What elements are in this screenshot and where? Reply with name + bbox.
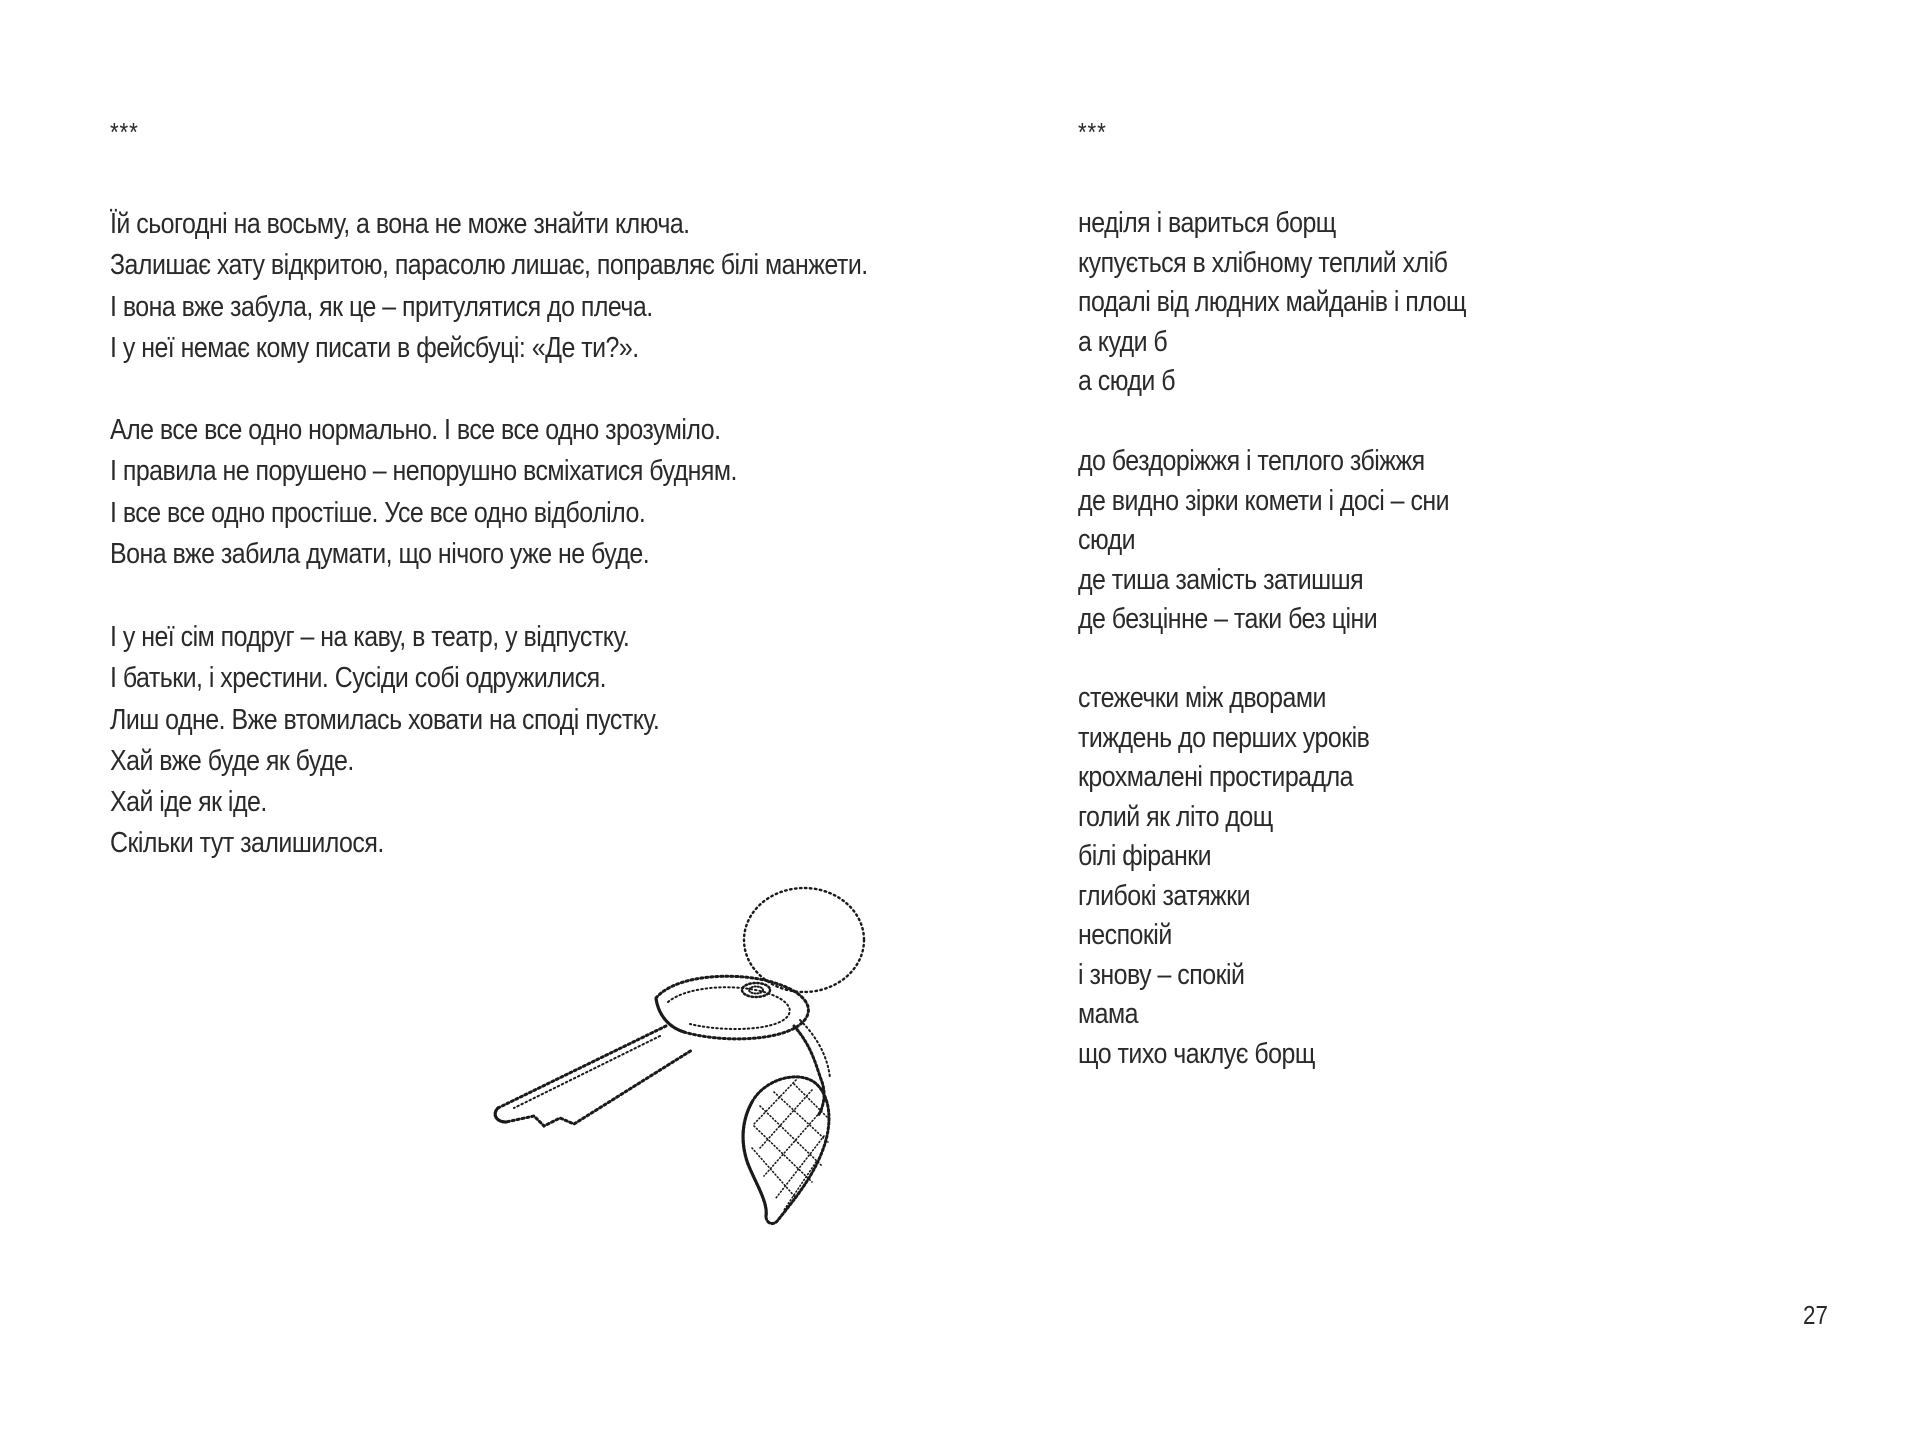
left-stanza-3 <box>110 617 659 865</box>
poem-line: Хай вже буде як буде. <box>110 744 354 777</box>
poem-line: що тихо чаклує борщ <box>1078 1037 1315 1070</box>
right-page <box>960 0 1920 1445</box>
poem-line: крохмалені простирадла <box>1078 761 1353 793</box>
poem-line: І вона вже забула, як це – притулятися до плеча. <box>110 290 653 323</box>
poem-line: неділя і вариться борщ <box>1078 207 1336 239</box>
poem-line: а сюди б <box>1078 365 1176 397</box>
poem-separator: *** <box>110 117 139 147</box>
poem-line: стежечки між дворами <box>1078 682 1326 714</box>
poem-line: Скільки тут залишилося. <box>110 827 384 860</box>
poem-line: неспокій <box>1078 919 1172 951</box>
poem-line: глибокі затяжки <box>1078 879 1251 912</box>
poem-line: Їй сьогодні на восьму, а вона не може знайти ключа. <box>110 208 690 240</box>
poem-line: І правила не порушено – непорушно всміхатися будням. <box>110 455 737 488</box>
key-illustration <box>478 880 898 1250</box>
left-poem <box>110 112 868 860</box>
poem-line: а куди б <box>1078 325 1168 358</box>
poem-line: І батьки, і хрестини. Сусіди собі одружилися. <box>110 662 607 695</box>
poem-line: де видно зірки комети і досі – сни <box>1078 484 1450 517</box>
left-stanza-2 <box>110 410 737 575</box>
poem-line: І все все одно простіше. Усе все одно відболіло. <box>110 496 646 529</box>
poem-line: подалі від людних майданів і площ <box>1078 286 1466 318</box>
poem-line: голий як літо дощ <box>1078 800 1273 833</box>
right-stanza-2 <box>1078 442 1449 640</box>
poem-line: мама <box>1078 998 1138 1030</box>
poem-line: де безцінне – таки без ціни <box>1078 603 1378 635</box>
poem-line: білі фіранки <box>1078 840 1212 872</box>
poem-line: І у неї сім подруг – на каву, в театр, у відпустку. <box>110 621 630 653</box>
right-poem <box>1078 112 1466 1070</box>
poem-line: до бездоріжжя і теплого збіжжя <box>1078 445 1425 477</box>
poem-line: купується в хлібному теплий хліб <box>1078 246 1448 279</box>
right-stanza-3 <box>1078 679 1369 1074</box>
poem-line: і знову – спокій <box>1078 958 1245 991</box>
poem-separator: *** <box>1078 117 1107 147</box>
poem-line: Але все все одно нормально. І все все одно зрозуміло. <box>110 414 721 446</box>
left-stanza-1 <box>110 204 868 369</box>
right-stanza-1 <box>1078 204 1466 402</box>
poem-line: Лиш одне. Вже втомилась ховати на споді пустку. <box>110 703 660 736</box>
poem-line: тиждень до перших уроків <box>1078 721 1370 754</box>
poem-line: сюди <box>1078 524 1136 556</box>
poem-line: Залишає хату відкритою, парасолю лишає, поправляє білі манжети. <box>110 249 868 282</box>
page-number: 27 <box>1803 1300 1828 1330</box>
poem-line: де тиша замість затишшя <box>1078 563 1364 596</box>
poem-line: Хай іде як іде. <box>110 786 267 819</box>
poem-line: І у неї немає кому писати в фейсбуці: «Де ти?». <box>110 331 639 364</box>
poem-line: Вона вже забила думати, що нічого уже не буде. <box>110 537 650 570</box>
